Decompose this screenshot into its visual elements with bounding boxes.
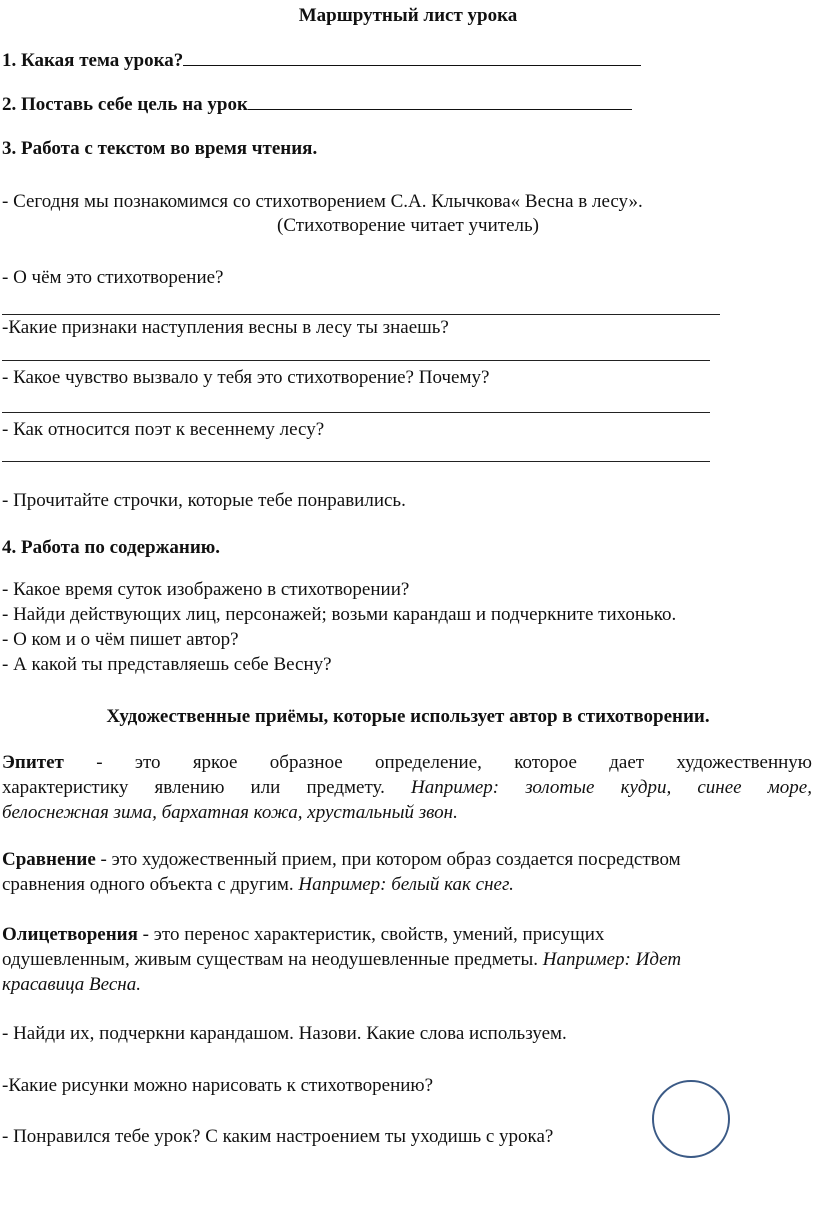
- question-time-of-day: - Какое время суток изображено в стихотворении?: [2, 579, 410, 600]
- personification-term: Олицетворения: [2, 924, 138, 945]
- epithet-definition-line1: [2, 751, 812, 775]
- comparison-definition: - это художественный прием, при котором образ создается посредством: [95, 849, 681, 870]
- question-feeling: - Какое чувство вызвало у тебя это стихотворение? Почему?: [2, 367, 490, 388]
- question-poet-attitude: - Как относится поэт к весеннему лесу?: [2, 419, 325, 440]
- intro-line: - Сегодня мы познакомимся со стихотворением С.А. Клычкова« Весна в лесу».: [2, 191, 643, 212]
- question-spring-signs: -Какие признаки наступления весны в лесу ты знаешь?: [2, 317, 449, 338]
- question-topic: [2, 49, 641, 73]
- task-underline-words: - Найди их, подчеркни карандашом. Назови. Какие слова используем.: [2, 1023, 567, 1044]
- epithet-definition: - это яркое образное определение, которое дает художественную: [63, 752, 812, 773]
- personification-definition-line2: [2, 948, 681, 972]
- personification-definition: - это перенос характеристик, свойств, умений, присущих: [137, 924, 605, 945]
- epithet-definition-line2: [2, 776, 812, 800]
- question-goal: [2, 93, 632, 117]
- question-goal-label: 2. Поставь себе цель на урок: [2, 94, 248, 115]
- topic-answer-blank[interactable]: [183, 65, 641, 66]
- intro-note: (Стихотворение читает учитель): [277, 215, 539, 236]
- section-4-heading: 4. Работа по содержанию.: [2, 537, 221, 558]
- question-about: - О чём это стихотворение?: [2, 267, 224, 288]
- answer-line[interactable]: [2, 314, 720, 315]
- epithet-term: Эпитет: [2, 752, 64, 773]
- answer-line[interactable]: [2, 461, 710, 462]
- answer-line[interactable]: [2, 412, 710, 413]
- section-3-heading: 3. Работа с текстом во время чтения.: [2, 138, 318, 159]
- devices-heading: Художественные приёмы, которые использует автор в стихотворении.: [106, 706, 710, 727]
- question-mood: - Понравился тебе урок? С каким настроением ты уходишь с урока?: [2, 1126, 554, 1147]
- question-characters: - Найди действующих лиц, персонажей; возьми карандаш и подчеркните тихонько.: [2, 604, 677, 625]
- goal-answer-blank[interactable]: [248, 109, 632, 110]
- personification-definition-line1: [2, 923, 604, 947]
- read-lines-task: - Прочитайте строчки, которые тебе понравились.: [2, 490, 406, 511]
- mood-circle[interactable]: [652, 1080, 730, 1158]
- personification-example: Например: Идет: [542, 949, 682, 970]
- comparison-term: Сравнение: [2, 849, 96, 870]
- comparison-definition-line1: [2, 848, 681, 872]
- personification-example-cont: красавица Весна.: [2, 974, 141, 995]
- comparison-definition-line2: [2, 873, 514, 897]
- question-author: - О ком и о чём пишет автор?: [2, 629, 239, 650]
- epithet-example-cont: белоснежная зима, бархатная кожа, хрустальный звон.: [2, 802, 458, 823]
- question-topic-label: 1. Какая тема урока?: [2, 50, 184, 71]
- epithet-example: Например: золотые кудри, синее море,: [410, 777, 812, 798]
- comparison-definition-cont: сравнения одного объекта с другим.: [2, 874, 299, 895]
- page-title: Маршрутный лист урока: [298, 5, 518, 26]
- question-imagine-spring: - А какой ты представляешь себе Весну?: [2, 654, 332, 675]
- epithet-definition-cont: характеристику явлению или предмету.: [2, 777, 411, 798]
- personification-definition-cont: одушевленным, живым существам на неодушевленные предметы.: [2, 949, 543, 970]
- comparison-example: Например: белый как снег.: [298, 874, 514, 895]
- answer-line[interactable]: [2, 360, 710, 361]
- question-drawings: -Какие рисунки можно нарисовать к стихотворению?: [2, 1075, 434, 1096]
